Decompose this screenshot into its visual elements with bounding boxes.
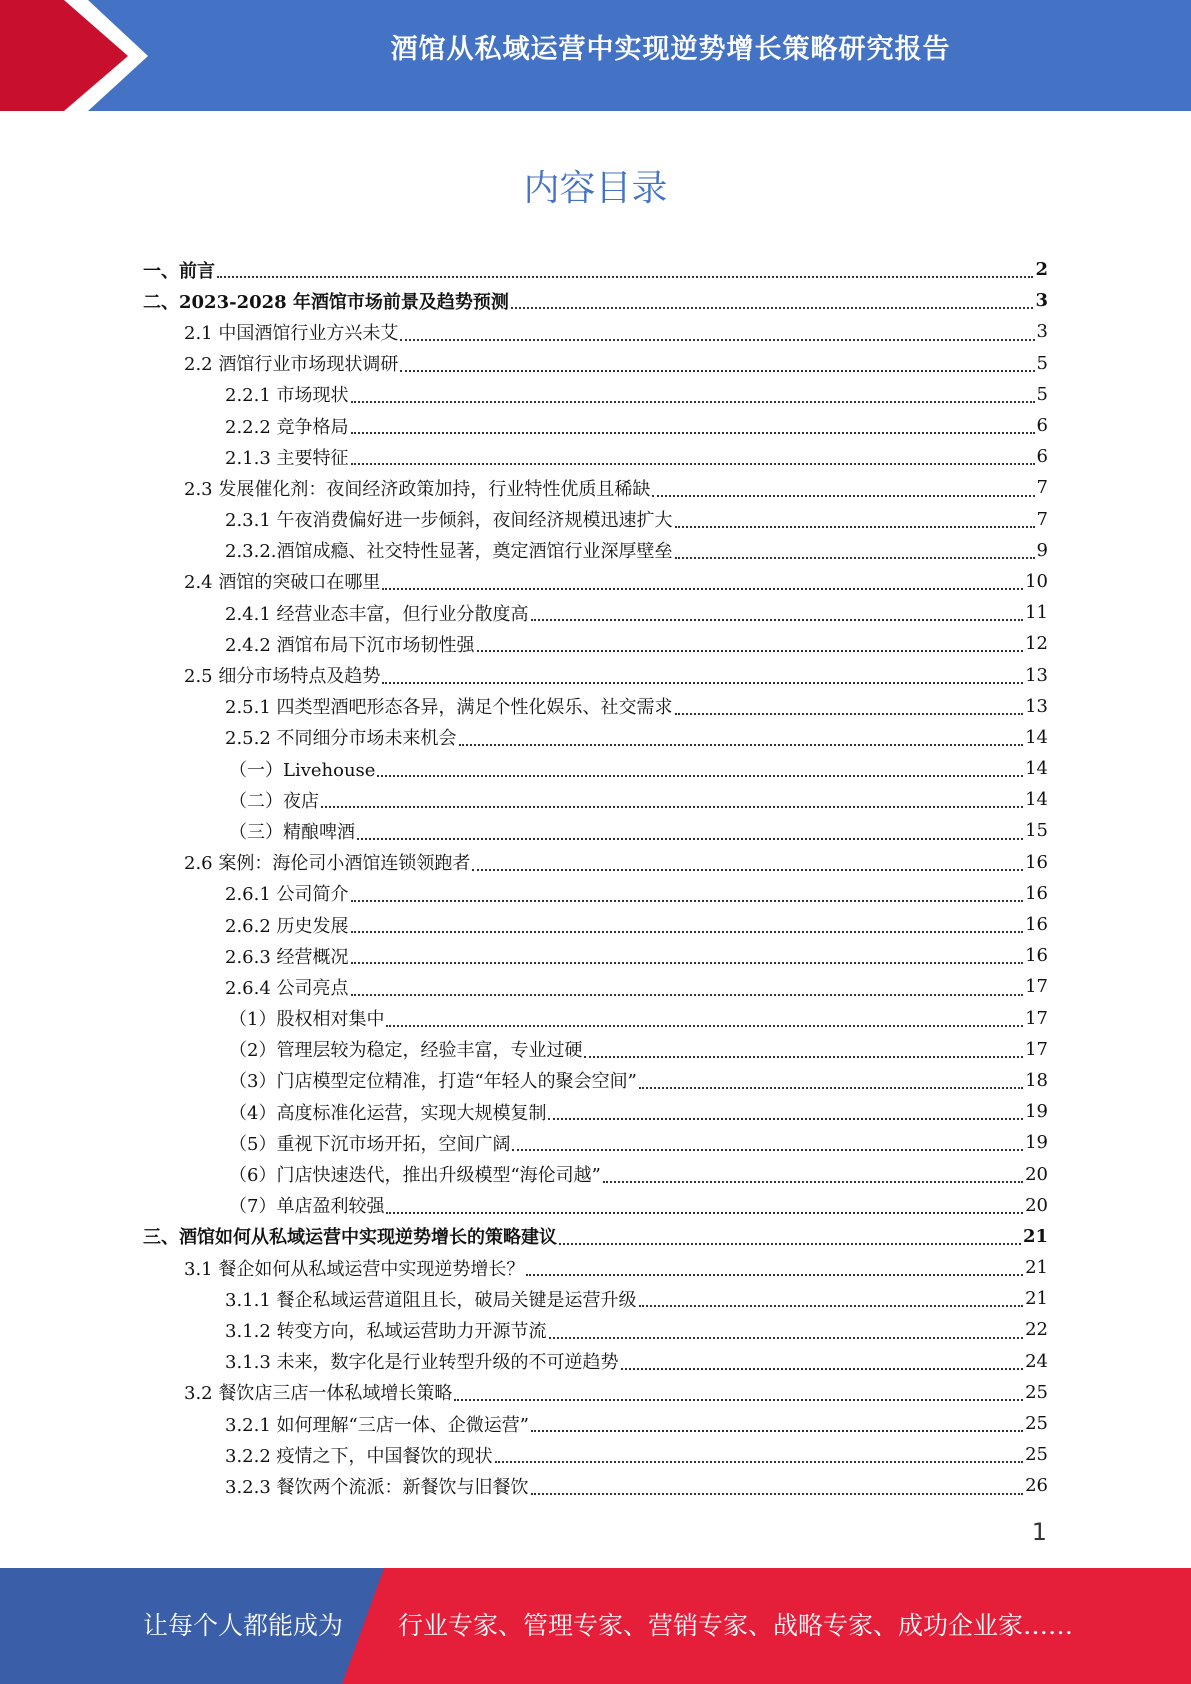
- toc-entry-label: 3.2 餐饮店三店一体私域增长策略: [184, 1383, 453, 1405]
- toc-entry-page: 25: [1025, 1381, 1048, 1403]
- toc-entry[interactable]: [143, 597, 1048, 628]
- toc-entry-page: 14: [1025, 758, 1048, 780]
- toc-entry-label: 2.2.1 市场现状: [225, 385, 349, 407]
- toc-entry[interactable]: [143, 566, 1048, 597]
- toc-entry[interactable]: [143, 504, 1048, 535]
- toc-dot-leader: [386, 1025, 1023, 1027]
- toc-entry-page: 14: [1025, 789, 1048, 811]
- toc-entry[interactable]: [143, 1034, 1048, 1065]
- toc-entry-page: 15: [1025, 820, 1048, 842]
- toc-entry[interactable]: [143, 1346, 1048, 1377]
- toc-dot-leader: [459, 744, 1024, 746]
- toc-entry-label: （二）夜店: [229, 790, 319, 812]
- toc-entry-page: 16: [1025, 914, 1048, 936]
- toc-entry[interactable]: [143, 659, 1048, 690]
- toc-entry-page: 5: [1036, 383, 1048, 405]
- table-of-contents: [143, 254, 1048, 1502]
- toc-entry-label: （1）股权相对集中: [229, 1009, 385, 1031]
- toc-entry[interactable]: [143, 379, 1048, 410]
- toc-entry[interactable]: [143, 1127, 1048, 1158]
- footer-slogan-left: 让每个人都能成为: [143, 1611, 344, 1640]
- toc-entry-page: 7: [1036, 477, 1048, 499]
- toc-entry-label: 3.1 餐企如何从私域运营中实现逆势增长？: [184, 1258, 525, 1280]
- toc-entry-page: 16: [1025, 945, 1048, 967]
- toc-entry[interactable]: [143, 285, 1048, 316]
- toc-dot-leader: [559, 1243, 1021, 1245]
- toc-entry[interactable]: [143, 1470, 1048, 1501]
- toc-entry[interactable]: [143, 909, 1048, 940]
- toc-entry[interactable]: [143, 1252, 1048, 1283]
- toc-entry-page: 10: [1025, 570, 1048, 592]
- toc-entry-page: 6: [1036, 415, 1048, 437]
- toc-dot-leader: [351, 994, 1024, 996]
- toc-entry-page: 17: [1025, 976, 1048, 998]
- header-banner: [0, 0, 1191, 111]
- toc-dot-leader: [400, 370, 1034, 372]
- toc-dot-leader: [351, 432, 1035, 434]
- toc-entry-page: 3: [1035, 290, 1048, 312]
- toc-dot-leader: [675, 713, 1024, 715]
- toc-entry[interactable]: [143, 441, 1048, 472]
- toc-entry-label: 2.6.1 公司简介: [225, 884, 349, 906]
- toc-entry-page: 18: [1025, 1069, 1048, 1091]
- toc-entry[interactable]: [143, 628, 1048, 659]
- toc-entry[interactable]: [143, 410, 1048, 441]
- toc-entry[interactable]: [143, 1408, 1048, 1439]
- toc-entry[interactable]: [143, 1377, 1048, 1408]
- toc-entry-label: 3.1.2 转变方向，私域运营助力开源节流: [225, 1320, 547, 1342]
- toc-entry-label: 2.6.3 经营概况: [225, 946, 349, 968]
- toc-entry-page: 21: [1025, 1288, 1048, 1310]
- toc-entry-label: （2）管理层较为稳定，经验丰富，专业过硬: [229, 1040, 583, 1062]
- toc-entry-label: 2.6.2 历史发展: [225, 915, 349, 937]
- toc-entry-page: 13: [1025, 695, 1048, 717]
- toc-entry-label: 2.4.1 经营业态丰富，但行业分散度高: [225, 603, 529, 625]
- toc-entry-label: 3.2.1 如何理解“三店一体、企微运营”: [225, 1414, 529, 1436]
- toc-dot-leader: [531, 1430, 1023, 1432]
- toc-dot-leader: [400, 339, 1034, 341]
- toc-dot-leader: [675, 526, 1035, 528]
- toc-entry-label: 2.3 发展催化剂：夜间经济政策加持，行业特性优质且稀缺: [184, 478, 651, 500]
- toc-entry-label: 2.5.2 不同细分市场未来机会: [225, 728, 457, 750]
- toc-entry-page: 19: [1025, 1132, 1048, 1154]
- toc-entry[interactable]: [143, 1065, 1048, 1096]
- toc-entry[interactable]: [143, 1314, 1048, 1345]
- toc-dot-leader: [511, 307, 1034, 309]
- toc-entry-page: 5: [1036, 352, 1048, 374]
- toc-dot-leader: [351, 463, 1035, 465]
- toc-entry[interactable]: [143, 722, 1048, 753]
- toc-entry-page: 26: [1025, 1475, 1048, 1497]
- toc-dot-leader: [603, 1181, 1023, 1183]
- toc-entry-label: 2.6.4 公司亮点: [225, 977, 349, 999]
- toc-entry-page: 16: [1025, 851, 1048, 873]
- toc-entry-page: 25: [1025, 1444, 1048, 1466]
- toc-entry-page: 16: [1025, 882, 1048, 904]
- toc-dot-leader: [382, 588, 1023, 590]
- toc-entry-page: 20: [1025, 1194, 1048, 1216]
- toc-entry[interactable]: [143, 254, 1048, 285]
- toc-entry[interactable]: [143, 971, 1048, 1002]
- toc-entry-page: 22: [1025, 1319, 1048, 1341]
- toc-entry[interactable]: [143, 878, 1048, 909]
- footer-slogan-right: 行业专家、管理专家、营销专家、战略专家、成功企业家……: [398, 1611, 1074, 1640]
- toc-entry[interactable]: [143, 1158, 1048, 1189]
- toc-entry[interactable]: [143, 1190, 1048, 1221]
- toc-entry[interactable]: [143, 1096, 1048, 1127]
- toc-entry[interactable]: [143, 316, 1048, 347]
- toc-entry-label: 3.1.3 未来，数字化是行业转型升级的不可逆趋势: [225, 1352, 619, 1374]
- toc-entry-page: 7: [1036, 508, 1048, 530]
- toc-entry-label: （一）Livehouse: [229, 759, 376, 781]
- toc-heading: 内容目录: [523, 168, 668, 209]
- toc-entry-label: （3）门店模型定位精准，打造“年轻人的聚会空间”: [229, 1071, 637, 1093]
- toc-entry-label: 2.5.1 四类型酒吧形态各异，满足个性化娱乐、社交需求: [225, 697, 673, 719]
- toc-dot-leader: [217, 276, 1033, 278]
- toc-entry[interactable]: [143, 1003, 1048, 1034]
- toc-entry-label: （6）门店快速迭代，推出升级模型“海伦司越”: [229, 1165, 601, 1187]
- toc-dot-leader: [495, 1461, 1024, 1463]
- footer-banner: [0, 1568, 1191, 1684]
- toc-entry-page: 13: [1025, 664, 1048, 686]
- toc-entry[interactable]: [143, 348, 1048, 379]
- toc-entry[interactable]: [143, 753, 1048, 784]
- toc-dot-leader: [386, 1212, 1023, 1214]
- toc-entry-page: 11: [1025, 602, 1048, 624]
- toc-entry[interactable]: [143, 847, 1048, 878]
- toc-entry-label: 2.4 酒馆的突破口在哪里: [184, 572, 381, 594]
- toc-dot-leader: [512, 1149, 1023, 1151]
- toc-entry-label: 2.1.3 主要特征: [225, 447, 349, 469]
- toc-dot-leader: [675, 557, 1035, 559]
- toc-entry-label: 一、前言: [143, 260, 215, 282]
- toc-entry-page: 9: [1036, 539, 1048, 561]
- toc-entry-label: 2.2 酒馆行业市场现状调研: [184, 354, 399, 376]
- toc-entry-label: 2.4.2 酒馆布局下沉市场韧性强: [225, 634, 475, 656]
- toc-entry[interactable]: [143, 784, 1048, 815]
- toc-entry-label: （4）高度标准化运营，实现大规模复制: [229, 1102, 547, 1124]
- toc-dot-leader: [549, 1337, 1024, 1339]
- toc-dot-leader: [548, 1118, 1023, 1120]
- toc-entry-label: 2.1 中国酒馆行业方兴未艾: [184, 322, 399, 344]
- toc-entry[interactable]: [143, 1283, 1048, 1314]
- toc-entry-page: 12: [1025, 633, 1048, 655]
- toc-dot-leader: [531, 619, 1024, 621]
- toc-entry-page: 21: [1025, 1257, 1048, 1279]
- toc-entry[interactable]: [143, 1221, 1048, 1252]
- toc-dot-leader: [351, 962, 1024, 964]
- toc-dot-leader: [472, 869, 1023, 871]
- toc-dot-leader: [321, 806, 1023, 808]
- toc-entry[interactable]: [143, 472, 1048, 503]
- toc-dot-leader: [531, 1493, 1024, 1495]
- toc-entry-label: 2.6 案例：海伦司小酒馆连锁领跑者: [184, 853, 471, 875]
- toc-entry-label: 三、酒馆如何从私域运营中实现逆势增长的策略建议: [143, 1227, 557, 1249]
- toc-dot-leader: [377, 775, 1023, 777]
- toc-entry-page: 25: [1025, 1413, 1048, 1435]
- toc-dot-leader: [382, 682, 1023, 684]
- toc-entry-page: 19: [1025, 1101, 1048, 1123]
- toc-entry[interactable]: [143, 535, 1048, 566]
- toc-entry-label: 2.3.1 午夜消费偏好进一步倾斜，夜间经济规模迅速扩大: [225, 510, 673, 532]
- toc-entry-page: 6: [1036, 446, 1048, 468]
- toc-entry-label: （5）重视下沉市场开拓，空间广阔: [229, 1133, 511, 1155]
- toc-entry-label: 3.2.3 餐饮两个流派：新餐饮与旧餐饮: [225, 1476, 529, 1498]
- toc-dot-leader: [351, 931, 1024, 933]
- toc-dot-leader: [621, 1368, 1024, 1370]
- toc-entry-page: 24: [1025, 1350, 1048, 1372]
- report-title: 酒馆从私域运营中实现逆势增长策略研究报告: [390, 34, 951, 65]
- toc-dot-leader: [351, 401, 1035, 403]
- toc-entry-page: 17: [1025, 1007, 1048, 1029]
- toc-entry[interactable]: [143, 940, 1048, 971]
- toc-entry-label: （7）单店盈利较强: [229, 1196, 385, 1218]
- toc-entry[interactable]: [143, 815, 1048, 846]
- toc-entry-label: 3.1.1 餐企私域运营道阻且长，破局关键是运营升级: [225, 1289, 637, 1311]
- page-number: 1: [1031, 1518, 1047, 1546]
- toc-entry-page: 17: [1025, 1038, 1048, 1060]
- toc-dot-leader: [357, 838, 1023, 840]
- toc-dot-leader: [639, 1305, 1024, 1307]
- toc-entry-label: 2.3.2.酒馆成瘾、社交特性显著，奠定酒馆行业深厚壁垒: [225, 541, 673, 563]
- toc-entry-page: 2: [1035, 259, 1048, 281]
- toc-dot-leader: [584, 1056, 1023, 1058]
- toc-entry[interactable]: [143, 1439, 1048, 1470]
- toc-dot-leader: [454, 1399, 1023, 1401]
- toc-entry-page: 14: [1025, 726, 1048, 748]
- toc-entry-page: 21: [1022, 1225, 1048, 1247]
- toc-entry-label: 2.5 细分市场特点及趋势: [184, 666, 381, 688]
- toc-dot-leader: [477, 650, 1024, 652]
- toc-entry-label: （三）精酿啤酒: [229, 821, 355, 843]
- toc-entry-label: 二、2023-2028 年酒馆市场前景及趋势预测: [143, 291, 509, 313]
- toc-dot-leader: [652, 495, 1034, 497]
- toc-entry-label: 3.2.2 疫情之下，中国餐饮的现状: [225, 1445, 493, 1467]
- toc-entry-label: 2.2.2 竞争格局: [225, 416, 349, 438]
- toc-entry[interactable]: [143, 691, 1048, 722]
- toc-dot-leader: [526, 1274, 1023, 1276]
- toc-entry-page: 20: [1025, 1163, 1048, 1185]
- toc-entry-page: 3: [1036, 321, 1048, 343]
- toc-dot-leader: [639, 1087, 1023, 1089]
- toc-dot-leader: [351, 900, 1024, 902]
